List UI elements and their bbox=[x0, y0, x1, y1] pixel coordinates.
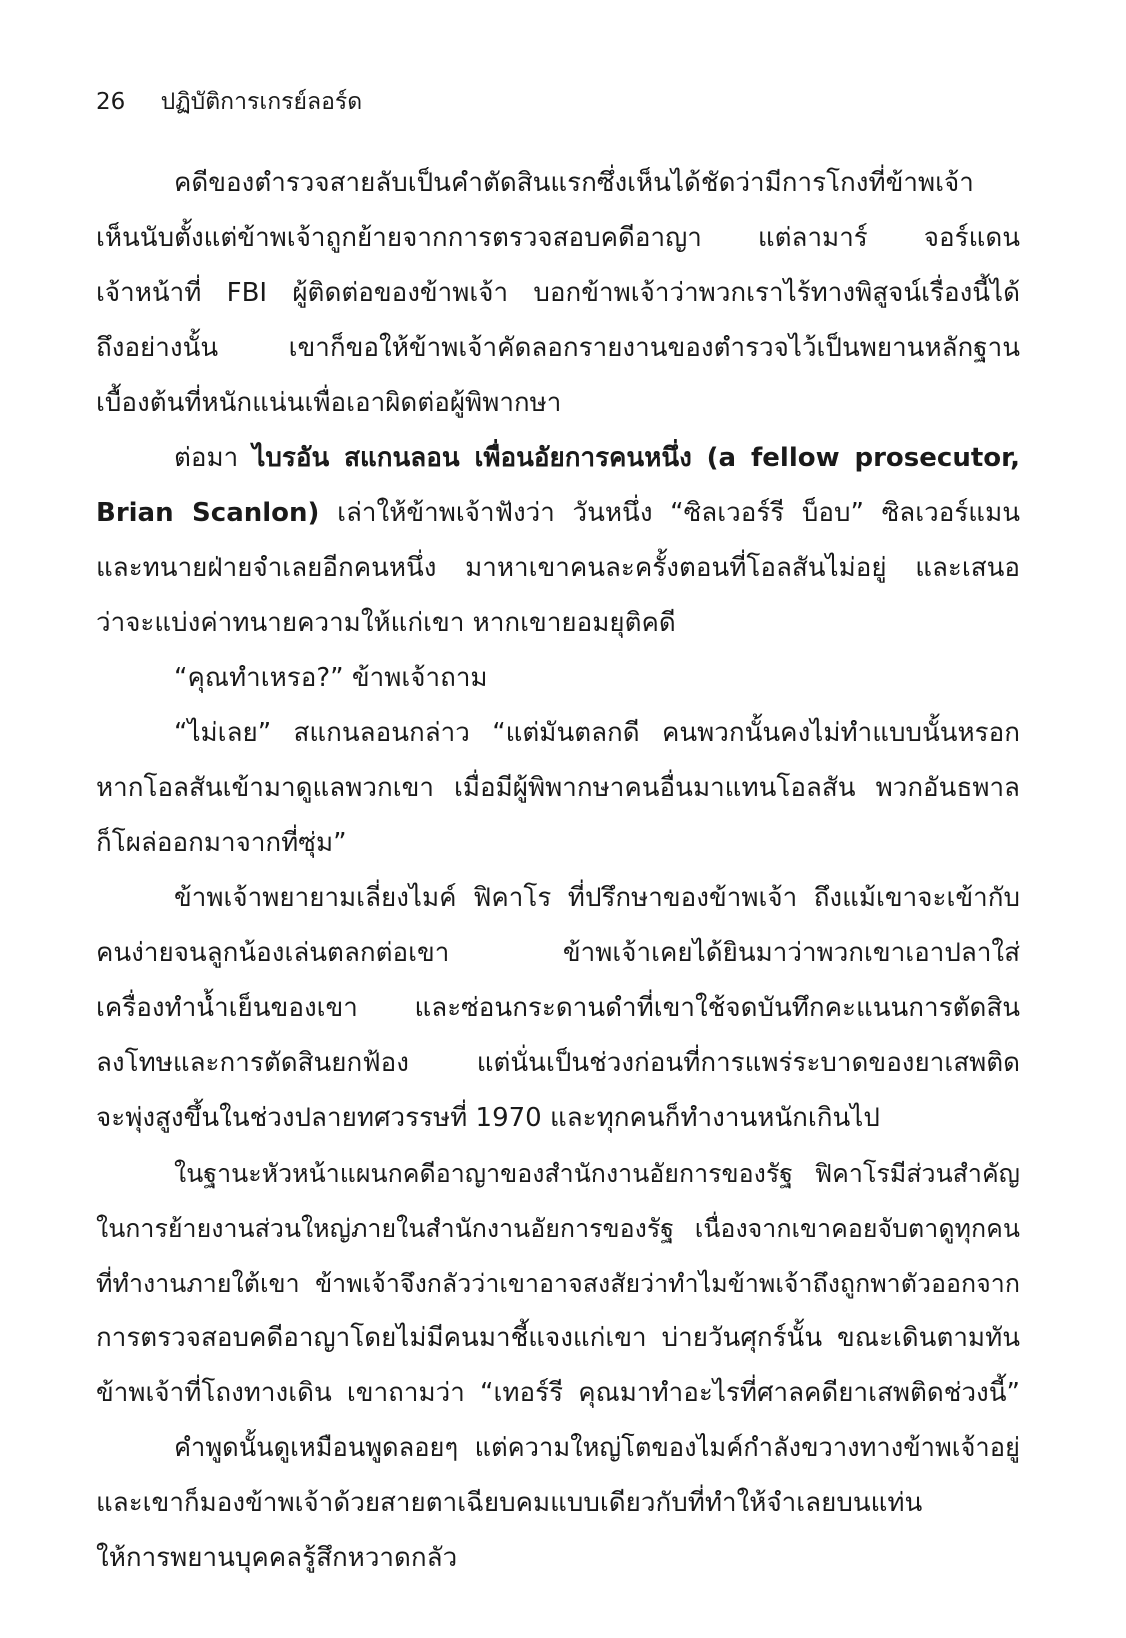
text-line: ในการย้ายงานส่วนใหญ่ภายในสำนักงานอัยการของรัฐ เนื่องจากเขาคอยจับตาดูทุกคน bbox=[96, 1214, 1020, 1243]
book-title: ปฏิบัติการเกรย์ลอร์ด bbox=[160, 89, 363, 115]
text-line: ถึงอย่างนั้น เขาก็ขอให้ข้าพเจ้าคัดลอกรายงานของตำรวจไว้เป็นพยานหลักฐาน bbox=[96, 333, 1020, 363]
bold-name-run: Brian Scanlon) bbox=[96, 498, 320, 528]
text-line bbox=[96, 431, 1020, 486]
text-line: เบื้องต้นที่หนักแน่นเพื่อเอาผิดต่อผู้พิพากษา bbox=[96, 388, 562, 418]
text-line: เจ้าหน้าที่ FBI ผู้ติดต่อของข้าพเจ้า บอกข้าพเจ้าว่าพวกเราไร้ทางพิสูจน์เรื่องนี้ได้ bbox=[96, 278, 1020, 308]
bold-name-run: ไบรอัน สแกนลอน เพื่อนอัยการคนหนึ่ง (a fellow prosecutor, bbox=[252, 443, 1020, 473]
running-header bbox=[96, 86, 362, 118]
text-line: ว่าจะแบ่งค่าทนายความให้แก่เขา หากเขายอมยุติคดี bbox=[96, 608, 676, 638]
page-number: 26 bbox=[96, 89, 126, 115]
text-line: ลงโทษและการตัดสินยกฟ้อง แต่นั่นเป็นช่วงก่อนที่การแพร่ระบาดของยาเสพติด bbox=[96, 1048, 1020, 1078]
text-line: ในฐานะหัวหน้าแผนกคดีอาญาของสำนักงานอัยการของรัฐ ฟิคาโรมีส่วนสำคัญ bbox=[174, 1159, 1020, 1188]
text-line bbox=[96, 486, 1020, 541]
text-line: คำพูดนั้นดูเหมือนพูดลอยๆ แต่ความใหญ่โตของไมค์กำลังขวางทางข้าพเจ้าอยู่ bbox=[174, 1433, 1020, 1463]
text-line: หากโอลสันเข้ามาดูแลพวกเขา เมื่อมีผู้พิพากษาคนอื่นมาแทนโอลสัน พวกอันธพาล bbox=[96, 773, 1020, 803]
text-line: ที่ทำงานภายใต้เขา ข้าพเจ้าจึงกลัวว่าเขาอาจสงสัยว่าทำไมข้าพเจ้าถึงถูกพาตัวออกจาก bbox=[96, 1269, 1020, 1298]
text-line: ข้าพเจ้าพยายามเลี่ยงไมค์ ฟิคาโร ที่ปรึกษาของข้าพเจ้า ถึงแม้เขาจะเข้ากับ bbox=[174, 883, 1020, 913]
text-line: ก็โผล่ออกมาจากที่ซุ่ม” bbox=[96, 828, 347, 858]
text-line: จะพุ่งสูงขึ้นในช่วงปลายทศวรรษที่ 1970 และทุกคนก็ทำงานหนักเกินไป bbox=[96, 1103, 880, 1133]
text-line: “คุณทำเหรอ?” ข้าพเจ้าถาม bbox=[174, 663, 488, 693]
text-line: ให้การพยานบุคคลรู้สึกหวาดกลัว bbox=[96, 1543, 458, 1573]
text-line: และเขาก็มองข้าพเจ้าด้วยสายตาเฉียบคมแบบเดียวกับที่ทำให้จำเลยบนแท่น bbox=[96, 1488, 923, 1518]
text-line: การตรวจสอบคดีอาญาโดยไม่มีคนมาชี้แจงแก่เขา บ่ายวันศุกร์นั้น ขณะเดินตามทัน bbox=[96, 1323, 1020, 1353]
text-line: และทนายฝ่ายจำเลยอีกคนหนึ่ง มาหาเขาคนละครั้งตอนที่โอลสันไม่อยู่ และเสนอ bbox=[96, 553, 1020, 583]
text-line: เห็นนับตั้งแต่ข้าพเจ้าถูกย้ายจากการตรวจสอบคดีอาญา แต่ลามาร์ จอร์แดน bbox=[96, 223, 1020, 253]
text-line: คนง่ายจนลูกน้องเล่นตลกต่อเขา ข้าพเจ้าเคยได้ยินมาว่าพวกเขาเอาปลาใส่ bbox=[96, 938, 1020, 968]
text-line: คดีของตำรวจสายลับเป็นคำตัดสินแรกซึ่งเห็นได้ชัดว่ามีการโกงที่ข้าพเจ้า bbox=[174, 168, 974, 198]
text-line: ข้าพเจ้าที่โถงทางเดิน เขาถามว่า “เทอร์รี คุณมาทำอะไรที่ศาลคดียาเสพติดช่วงนี้” bbox=[96, 1378, 1020, 1408]
text-run: เล่าให้ข้าพเจ้าฟังว่า วันหนึ่ง “ซิลเวอร์รี บ็อบ” ซิลเวอร์แมน bbox=[319, 498, 1020, 528]
body-text bbox=[96, 156, 1020, 1586]
text-line: “ไม่เลย” สแกนลอนกล่าว “แต่มันตลกดี คนพวกนั้นคงไม่ทำแบบนั้นหรอก bbox=[174, 718, 1020, 748]
text-line: เครื่องทำน้ำเย็นของเขา และซ่อนกระดานดำที่เขาใช้จดบันทึกคะแนนการตัดสิน bbox=[96, 993, 1020, 1023]
text-run: ต่อมา bbox=[174, 443, 253, 473]
